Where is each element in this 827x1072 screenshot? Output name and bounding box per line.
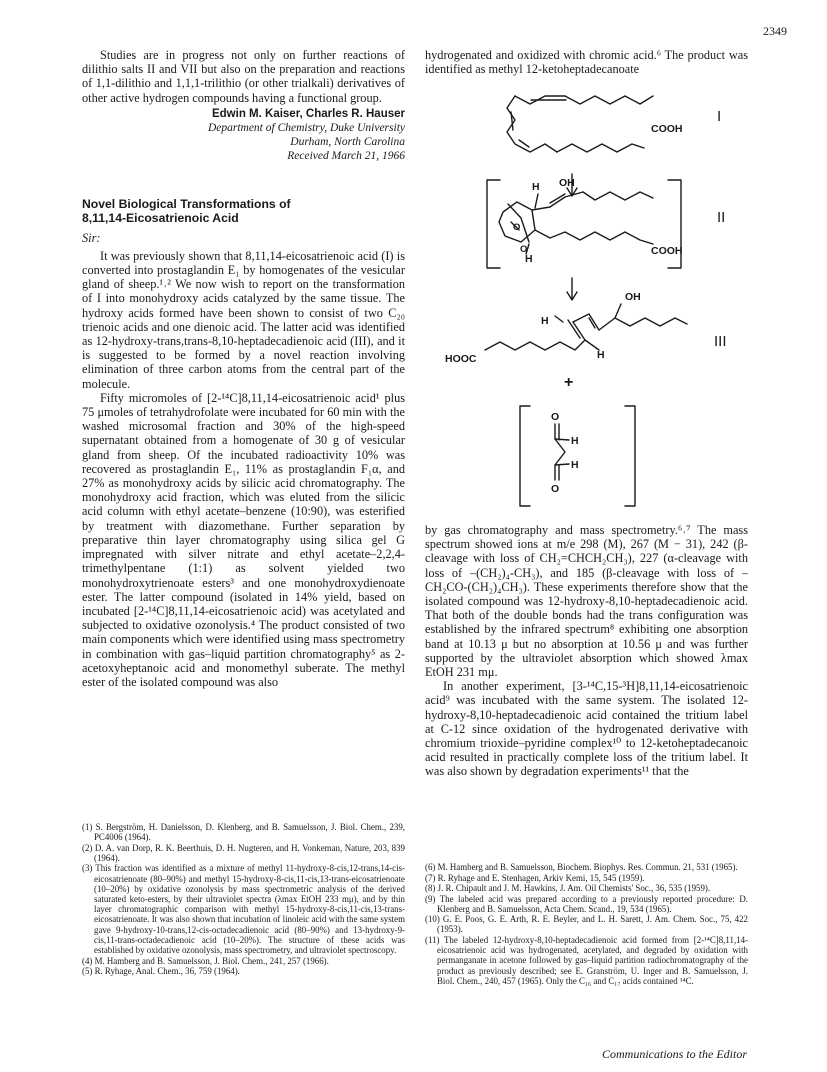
compound-III-structure [485, 304, 687, 350]
compound-III-h-right: H [597, 349, 605, 361]
label-II: II [717, 209, 726, 226]
page-number: 2349 [763, 24, 787, 38]
malondialdehyde-h-top: H [571, 435, 579, 447]
footnote-2: (2) D. A. van Dorp, R. K. Beerthuis, D. H. Nugteren, and H. Vonkeman, Nature, 203, 839 (1964). [82, 842, 405, 863]
compound-II-h-bottom: H [525, 253, 533, 265]
footnote-11: (11) The labeled 12-hydroxy-8,10-heptadecadienoic acid formed from [2-¹⁴C]8,11,14-eicosatrienoic acid was hydrogenated, acetylated, and degraded by oxidation with permanganate in acetone followed by gas–liquid partition radiochromatography of the product as previously described; see E. Granström, U. Inger and B. Samuelsson, J. Biol. Chem., 240, 457 (1965). Only the C₁₆ and C₁₇ acids contained ¹⁴C. [425, 934, 748, 986]
malondialdehyde-h-bottom: H [571, 459, 579, 471]
footnotes-left [82, 822, 405, 977]
prev-article-affiliation: Department of Chemistry, Duke University [207, 122, 405, 135]
reaction-scheme [425, 82, 755, 520]
footnote-3: (3) This fraction was identified as a mixture of methyl 11-hydroxy-8-cis,12-trans,14-cis-eicosatrienoate (80–90%) and methyl 15-hydroxy-8-cis,11-cis,13-trans-eicosatrienoate (10–20%) by oxidative ozonolysis by mass spectrometric analysis of the derived saturated keto-esters, by their ultraviolet spectra (λmax EtOH 233 mμ), and by thin layer chromatographic comparison with methyl 15-hydroxy-8-cis,11-cis,13-trans-eicosatrienoate. It was also shown that incubation of linoleic acid with the same system gave 9-hydroxy-10-trans,12-cis-octadecadienoic acid (80–90%) and 13-hydroxy-9-cis,11-trans-octadecadienoic acid (10–20%). The structure of these acids was established by oxidative ozonolysis, mass spectrometry, and ultraviolet spectroscopy. [82, 863, 405, 956]
prev-article-authors: Edwin M. Kaiser, Charles R. Hauser [211, 107, 405, 120]
compound-II-oh: OH [559, 177, 575, 189]
paragraph-3: by gas chromatography and mass spectrometry.⁶˒⁷ The mass spectrum showed ions at m/e 298 (M), 267 (M − 31), 242 (β-cleavage with loss of CH₂=CHCH₂CH₃), 227 (α-cleavage with loss of –(CH₂)₄-CH₃), and 185 (β-cleavage with loss of –CH₂CO-(CH₂)₄CH₃). These experiments therefore show that the isolated compound was 12-hydroxy-8,10-heptadecadienoic acid. That both of the double bonds had the trans configuration was established by the infrared spectrum⁸ exhibiting one absorption band at 10.13 μ but no absorption at 10.56 μ and was further supported by the ultraviolet absorption which showed λmax EtOH 231 mμ. [425, 523, 748, 680]
plus-sign: + [564, 374, 574, 391]
prev-article-location: Durham, North Carolina [290, 136, 405, 149]
right-column-top [425, 48, 748, 76]
footnote-1: (1) S. Bergström, H. Danielsson, D. Klenberg, and B. Samuelsson, J. Biol. Chem., 239, PC4006 (1964). [82, 822, 405, 843]
article-title [82, 197, 405, 225]
label-I: I [717, 108, 722, 125]
footnote-9: (9) The labeled acid was prepared according to a previously reported procedure: D. Klenberg and B. Samuelsson, Acta Chem. Scand., 19, 534 (1965). [425, 893, 748, 914]
compound-I-structure [507, 96, 653, 152]
label-III: III [714, 333, 727, 350]
footnote-5: (5) R. Ryhage, Anal. Chem., 36, 759 (1964). [82, 966, 240, 977]
page-footer: Communications to the Editor [602, 1047, 747, 1061]
footnote-6: (6) M. Hamberg and B. Samuelsson, Biochem. Biophys. Res. Commun. 21, 531 (1965). [425, 862, 738, 872]
footnote-7: (7) R. Ryhage and E. Stenhagen, Arkiv Kemi, 15, 545 (1959). [425, 872, 645, 883]
footnotes-right [425, 862, 748, 986]
footnote-4: (4) M. Hamberg and B. Samuelsson, J. Biol. Chem., 241, 257 (1966). [82, 955, 329, 966]
article-title-line-2: 8,11,14-Eicosatrienoic Acid [82, 210, 239, 225]
prev-article-signature [82, 107, 405, 164]
compound-III-hooc: HOOC [445, 353, 477, 365]
compound-III-oh: OH [625, 291, 641, 303]
malondialdehyde-o-top: O [551, 411, 560, 423]
left-column [82, 48, 405, 689]
salutation: Sir: [82, 230, 101, 245]
footnote-10: (10) G. E. Poos, G. E. Arth, R. E. Beyler, and L. H. Sarett, J. Am. Chem. Soc., 75, 422 (1953). [425, 914, 748, 935]
paragraph-1: It was previously shown that 8,11,14-eicosatrienoic acid (I) is converted into prostaglandin E₁ by homogenates of the vesicular gland of sheep.¹˒² We now wish to report on the transformation of I into monohydroxy acids catalyzed by the same tissue. The hydroxy acids formed have been shown to consist of two C₂₀ trienoic acids and one dienoic acid. The latter acid was identified as 12-hydroxy-trans,trans-8,10-heptadecadienoic acid (III), and it is suggested to be formed by a novel reaction involving elimination of three carbon atoms from the central part of the molecule. [82, 248, 405, 391]
prev-article-received: Received March 21, 1966 [287, 150, 405, 163]
paragraph-2: Fifty micromoles of [2-¹⁴C]8,11,14-eicosatrienoic acid¹ plus 75 μmoles of tetrahydrofolate were incubated for 60 min with the washed microsomal fraction and 30% of the high-speed supernatant obtained from a homogenate of 30 g of vesicular gland from sheep. Of the incubated radioactivity 10% was recovered as prostaglandin E₁, 11% as prostaglandin F₁α, and 27% as monohydroxy acids by silicic acid chromatography. The monohydroxy acid fraction, which was eluted from the silicic acid column with ethyl acetate–benzene (10:90), was esterified by treatment with diazomethane. Further separation by preparative thin layer chromatography using silica gel G impregnated with silver nitrate and ethyl acetate–2,2,4-trimethylpentane (1:1) as solvent yielded two monohydroxytrienoate esters³ and one monohydroxydienoate ester. The latter compound (isolated in 14% yield, based on incubated [2-¹⁴C]8,11,14-eicosatrienoic acid) was acetylated and subjected to oxidative ozonolysis.⁴ The product consisted of two main components which were identified using mass spectrometry in combination with gas–liquid partition chromatography⁵ as 2-acetoxyheptanoic acid and monomethyl suberate. The methyl ester of the isolated compound was also [82, 390, 405, 689]
paragraph-4: In another experiment, [3-¹⁴C,15-³H]8,11,14-eicosatrienoic acid⁹ was incubated with the same system. The isolated 12-hydroxy-8,10-heptadecadienoic acid contained the tritium label at C-12 since oxidation of the hydrogenated derivative with chromium trioxide–pyridine complex¹⁰ to 12-ketoheptadecanoic acid resulted in practically complete loss of the tritium label. It was also shown by degradation experiments¹¹ that the [425, 679, 748, 779]
compound-II-o-1: O [513, 222, 521, 233]
footnote-8: (8) J. R. Chipault and J. M. Hawkins, J. Am. Oil Chemists' Soc., 36, 535 (1959). [425, 883, 711, 893]
right-column-bottom [425, 523, 748, 779]
prev-article-closing-paragraph: Studies are in progress not only on further reactions of dilithio salts II and VII but also on the preparation and reactions of 1,1-dilithio and 1,1,1-trilithio (or other trialkali) derivatives of other active hydrogen compounds having a functional group. [82, 48, 405, 105]
compound-II-o-2: O [520, 244, 528, 255]
malondialdehyde-o-bottom: O [551, 483, 560, 495]
malondialdehyde-structure [555, 424, 569, 480]
compound-I-cooh: COOH [651, 123, 683, 135]
compound-II-h-top: H [532, 181, 540, 193]
paragraph-2-continued: hydrogenated and oxidized with chromic acid.⁶ The product was identified as methyl 12-ketoheptadecanoate [425, 48, 748, 77]
compound-II-cooh: COOH [651, 245, 683, 257]
compound-III-h-left: H [541, 315, 549, 327]
article-title-line-1: Novel Biological Transformations of [82, 196, 291, 211]
